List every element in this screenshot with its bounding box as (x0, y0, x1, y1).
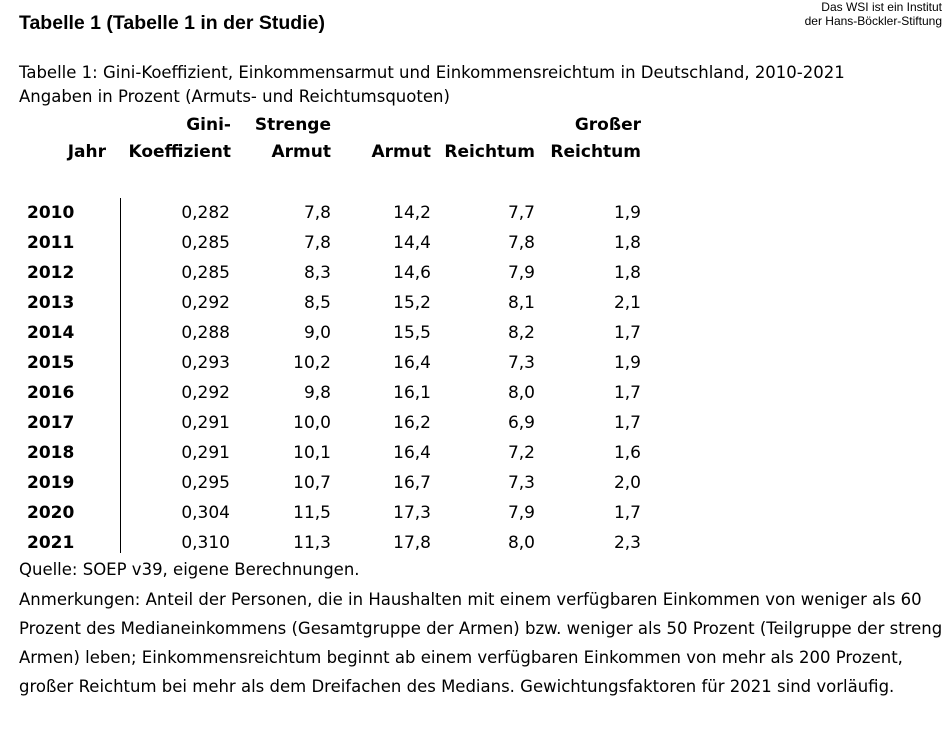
cell-jahr: 2013 (27, 293, 75, 313)
header-jahr: Jahr (67, 142, 106, 162)
header-strenge-armut (240, 112, 331, 166)
cell-grosser-reichtum: 1,7 (613, 413, 641, 433)
cell-armut: 14,4 (393, 233, 431, 253)
cell-strenge-armut: 10,7 (293, 473, 331, 493)
cell-grosser-reichtum: 1,8 (613, 263, 641, 283)
cell-jahr: 2019 (27, 473, 75, 493)
cell-strenge-armut: 10,1 (293, 443, 331, 463)
cell-strenge-armut: 11,5 (293, 503, 331, 523)
table-row (0, 198, 950, 228)
cell-reichtum: 8,1 (507, 293, 535, 313)
cell-gini: 0,282 (181, 203, 230, 223)
cell-strenge-armut: 9,8 (303, 383, 331, 403)
cell-grosser-reichtum: 1,9 (613, 353, 641, 373)
cell-grosser-reichtum: 1,7 (613, 383, 641, 403)
header-grosser-reichtum (540, 112, 641, 166)
cell-gini: 0,293 (181, 353, 230, 373)
cell-jahr: 2012 (27, 263, 75, 283)
cell-gini: 0,285 (181, 233, 230, 253)
cell-jahr: 2021 (27, 533, 75, 553)
cell-grosser-reichtum: 1,9 (613, 203, 641, 223)
cell-armut: 17,3 (393, 503, 431, 523)
cell-reichtum: 7,9 (507, 503, 535, 523)
caption-line-2: Angaben in Prozent (Armuts- und Reichtumsquoten) (19, 87, 450, 106)
cell-armut: 17,8 (393, 533, 431, 553)
cell-reichtum: 8,0 (507, 383, 535, 403)
cell-grosser-reichtum: 2,0 (613, 473, 641, 493)
cell-strenge-armut: 11,3 (293, 533, 331, 553)
institute-line-1: Das WSI ist ein Institut (821, 0, 942, 14)
header-gini (120, 112, 231, 166)
cell-armut: 16,4 (393, 353, 431, 373)
cell-strenge-armut: 10,0 (293, 413, 331, 433)
cell-strenge-armut: 8,5 (303, 293, 331, 313)
source-note: Quelle: SOEP v39, eigene Berechnungen. (19, 560, 360, 579)
cell-armut: 16,1 (393, 383, 431, 403)
cell-jahr: 2018 (27, 443, 75, 463)
cell-armut: 16,2 (393, 413, 431, 433)
cell-grosser-reichtum: 1,7 (613, 323, 641, 343)
cell-gini: 0,310 (181, 533, 230, 553)
cell-strenge-armut: 7,8 (303, 203, 331, 223)
cell-jahr: 2011 (27, 233, 75, 253)
cell-armut: 14,2 (393, 203, 431, 223)
cell-gini: 0,292 (181, 293, 230, 313)
cell-reichtum: 7,9 (507, 263, 535, 283)
table-body (0, 198, 950, 558)
cell-strenge-armut: 7,8 (303, 233, 331, 253)
cell-jahr: 2010 (27, 203, 75, 223)
table-row (0, 468, 950, 498)
cell-jahr: 2017 (27, 413, 75, 433)
header-gini-line-1: Gini- (186, 115, 231, 135)
institute-line-2: der Hans-Böckler-Stiftung (804, 14, 942, 28)
header-strenge-line-1: Strenge (254, 115, 331, 135)
cell-jahr: 2020 (27, 503, 75, 523)
table-row (0, 288, 950, 318)
cell-reichtum: 6,9 (507, 413, 535, 433)
table-caption (19, 61, 845, 109)
cell-jahr: 2014 (27, 323, 75, 343)
cell-strenge-armut: 10,2 (293, 353, 331, 373)
table-row (0, 378, 950, 408)
table-row (0, 408, 950, 438)
header-strenge-line-2: Armut (271, 142, 331, 162)
cell-grosser-reichtum: 1,6 (613, 443, 641, 463)
cell-reichtum: 7,2 (507, 443, 535, 463)
table-row (0, 258, 950, 288)
caption-line-1: Tabelle 1: Gini-Koeffizient, Einkommensarmut und Einkommensreichtum in Deutschland, 2010-2021 (19, 63, 845, 82)
cell-armut: 14,6 (393, 263, 431, 283)
header-armut: Armut (371, 142, 431, 162)
cell-gini: 0,291 (181, 443, 230, 463)
header-gini-line-2: Koeffizient (128, 142, 231, 162)
cell-armut: 15,2 (393, 293, 431, 313)
cell-grosser-reichtum: 2,1 (613, 293, 641, 313)
cell-grosser-reichtum: 1,7 (613, 503, 641, 523)
cell-gini: 0,285 (181, 263, 230, 283)
cell-reichtum: 8,0 (507, 533, 535, 553)
table-row (0, 228, 950, 258)
cell-gini: 0,295 (181, 473, 230, 493)
page-title: Tabelle 1 (Tabelle 1 in der Studie) (19, 12, 325, 34)
cell-strenge-armut: 8,3 (303, 263, 331, 283)
table-row (0, 348, 950, 378)
cell-reichtum: 7,3 (507, 353, 535, 373)
cell-gini: 0,292 (181, 383, 230, 403)
cell-reichtum: 8,2 (507, 323, 535, 343)
institute-note (805, 0, 942, 28)
table-row (0, 438, 950, 468)
cell-jahr: 2016 (27, 383, 75, 403)
header-grosser-line-2: Reichtum (550, 142, 641, 162)
cell-strenge-armut: 9,0 (303, 323, 331, 343)
cell-armut: 15,5 (393, 323, 431, 343)
cell-gini: 0,291 (181, 413, 230, 433)
cell-armut: 16,7 (393, 473, 431, 493)
header-reichtum: Reichtum (444, 142, 535, 162)
table-row (0, 318, 950, 348)
cell-reichtum: 7,7 (507, 203, 535, 223)
annotation-note: Anmerkungen: Anteil der Personen, die in Haushalten mit einem verfügbaren Einkommen von weniger als 60 Prozent des Medianeinkommens (Gesamtgruppe der Armen) bzw. weniger als 50 Prozent (Teilgruppe der streng Armen) leben; Einkommensreichtum beginnt ab einem verfügbaren Einkommen von mehr als 200 Prozent, großer Reichtum bei mehr als dem Dreifachen des Medians. Gewichtungsfaktoren für 2021 sind vorläufig. (19, 590, 943, 696)
cell-reichtum: 7,8 (507, 233, 535, 253)
header-grosser-line-1: Großer (574, 115, 641, 135)
cell-gini: 0,304 (181, 503, 230, 523)
cell-jahr: 2015 (27, 353, 75, 373)
cell-gini: 0,288 (181, 323, 230, 343)
cell-armut: 16,4 (393, 443, 431, 463)
table-row (0, 528, 950, 558)
table-row (0, 498, 950, 528)
cell-grosser-reichtum: 2,3 (613, 533, 641, 553)
cell-grosser-reichtum: 1,8 (613, 233, 641, 253)
cell-reichtum: 7,3 (507, 473, 535, 493)
